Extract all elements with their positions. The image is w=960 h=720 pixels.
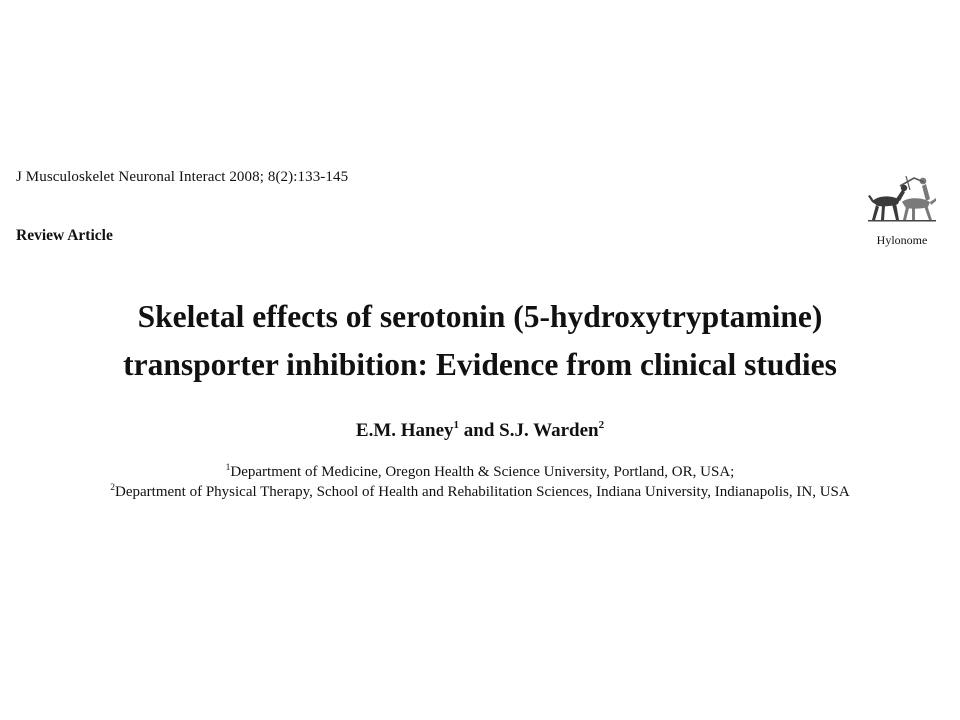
journal-logo <box>866 168 938 250</box>
logo-caption: Hylonome <box>876 233 928 247</box>
article-type: Review Article <box>16 227 113 244</box>
affiliation-text: Department of Medicine, Oregon Health & Science University, Portland, OR, USA; <box>230 464 735 480</box>
affiliation-text: Department of Physical Therapy, School of Health and Rehabilitation Sciences, Indiana University, Indianapolis, IN, USA <box>115 484 850 500</box>
affiliation-mark: 2 <box>598 419 605 431</box>
affiliation-mark: 2 <box>110 483 116 493</box>
author-name: S.J. Warden <box>499 420 599 441</box>
title-line: Skeletal effects of serotonin (5-hydroxytryptamine) <box>137 299 823 334</box>
title-line: transporter inhibition: Evidence from clinical studies <box>123 347 837 382</box>
affiliations <box>0 462 960 502</box>
author-name: E.M. Haney <box>355 420 454 441</box>
affiliation-mark: 1 <box>453 419 460 431</box>
affiliation-line <box>0 462 960 482</box>
journal-citation: J Musculoskelet Neuronal Interact 2008; 8(2):133-145 <box>16 169 349 185</box>
hylonome-centaur-logo-icon <box>866 168 938 232</box>
author-separator: and <box>459 420 500 441</box>
author-list <box>0 420 960 442</box>
affiliation-line <box>0 482 960 502</box>
affiliation-mark: 1 <box>225 463 231 473</box>
paper-title <box>0 293 960 389</box>
